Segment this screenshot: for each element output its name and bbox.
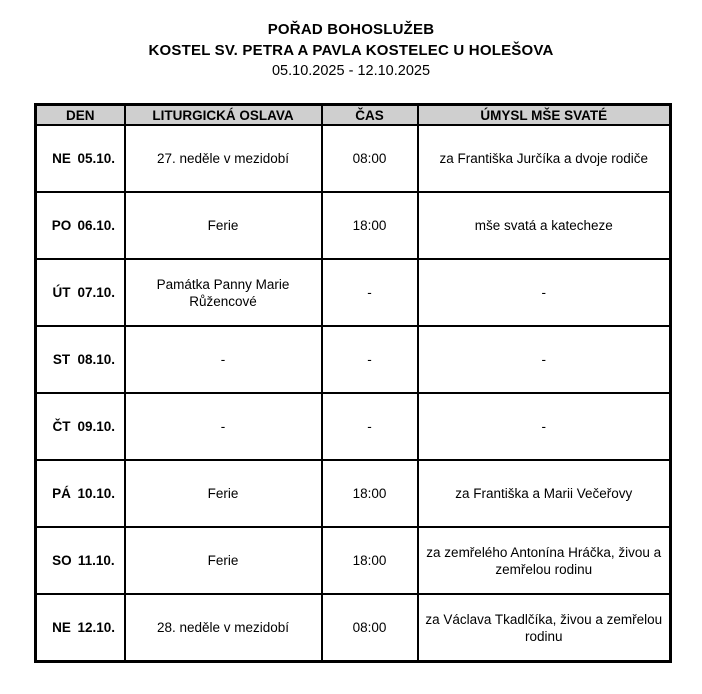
time-cell: 08:00 [322,594,418,662]
day-date: 08.10. [77,352,116,367]
day-cell [36,259,125,326]
table-row [36,594,671,662]
time-cell: - [322,259,418,326]
day-abbr: ČT [52,419,71,434]
day-cell [36,393,125,460]
church-name: KOSTEL SV. PETRA A PAVLA KOSTELEC U HOLEŠOVA [148,42,554,59]
celebration-cell: Ferie [125,527,322,594]
day-cell [36,460,125,527]
intention-cell: za Václava Tkadlčíka, živou a zemřelou rodinu [418,594,671,662]
day-date: 10.10. [77,486,116,501]
day-abbr: ÚT [52,285,71,300]
schedule-table [34,103,672,663]
day-cell [36,527,125,594]
table-row [36,393,671,460]
intention-cell: za zemřelého Antonína Hráčka, živou a zemřelou rodinu [418,527,671,594]
day-abbr: ST [52,352,71,367]
day-date: 05.10. [77,151,116,166]
intention-cell: - [418,393,671,460]
celebration-cell: Památka Panny Marie Růžencové [125,259,322,326]
column-header-liturgicka-oslava: LITURGICKÁ OSLAVA [125,105,322,126]
intention-cell: - [418,259,671,326]
intention-cell: za Františka Jurčíka a dvoje rodiče [418,125,671,192]
table-row [36,527,671,594]
table-row [36,326,671,393]
day-cell [36,125,125,192]
table-row [36,259,671,326]
time-cell: 18:00 [322,192,418,259]
celebration-cell: - [125,326,322,393]
day-date: 11.10. [77,553,115,568]
table-row [36,192,671,259]
celebration-cell: 28. neděle v mezidobí [125,594,322,662]
intention-cell: za Františka a Marii Večeřovy [418,460,671,527]
day-abbr: PÁ [52,486,71,501]
day-cell [36,192,125,259]
day-date: 09.10. [77,419,116,434]
column-header-cas: ČAS [322,105,418,126]
time-cell: - [322,326,418,393]
day-abbr: NE [52,151,71,166]
day-abbr: NE [52,620,71,635]
day-cell [36,326,125,393]
celebration-cell: 27. neděle v mezidobí [125,125,322,192]
day-date: 06.10. [77,218,116,233]
page-title: POŘAD BOHOSLUŽEB [267,21,435,38]
column-header-den: DEN [36,105,125,126]
day-date: 07.10. [77,285,116,300]
intention-cell: mše svatá a katecheze [418,192,671,259]
celebration-cell: Ferie [125,192,322,259]
table-row [36,460,671,527]
day-cell [36,594,125,662]
intention-cell: - [418,326,671,393]
time-cell: 18:00 [322,460,418,527]
celebration-cell: Ferie [125,460,322,527]
date-range: 05.10.2025 - 12.10.2025 [271,63,431,79]
table-row [36,125,671,192]
day-abbr: SO [52,553,72,568]
title-block [0,0,702,81]
day-date: 12.10. [77,620,116,635]
time-cell: 08:00 [322,125,418,192]
column-header-umysl: ÚMYSL MŠE SVATÉ [418,105,671,126]
time-cell: - [322,393,418,460]
header-row [36,105,671,126]
day-abbr: PO [51,218,72,233]
time-cell: 18:00 [322,527,418,594]
celebration-cell: - [125,393,322,460]
